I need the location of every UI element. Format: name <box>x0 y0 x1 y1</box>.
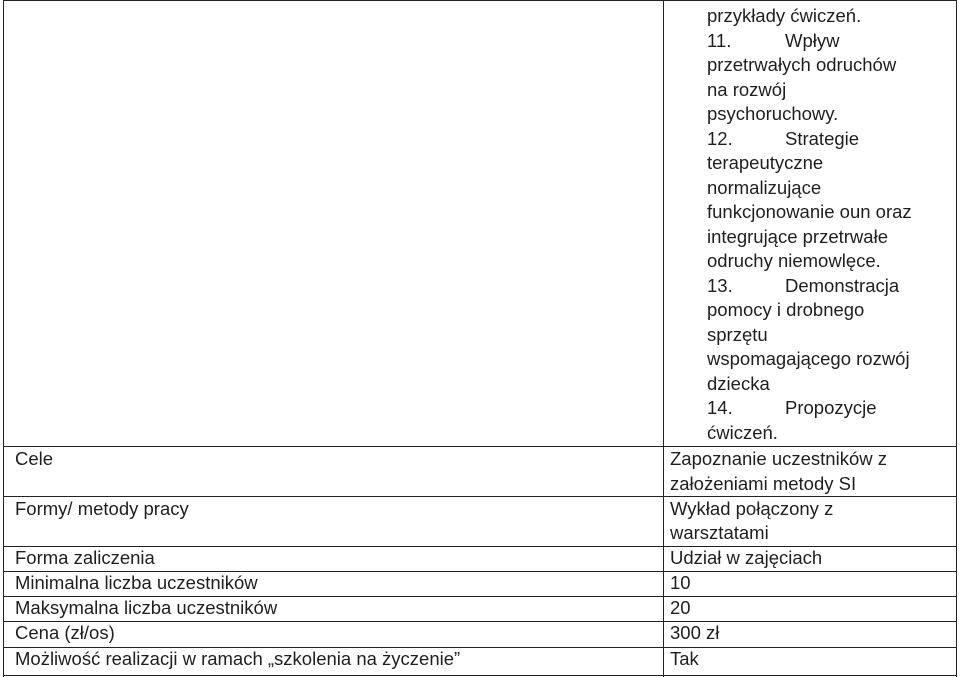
column-divider <box>663 0 664 677</box>
row-value-min-participants: 10 <box>670 572 691 593</box>
program-item-12 <box>707 127 859 152</box>
row-label-on-demand: Możliwość realizacji w ramach „szkolenia na życzenie” <box>15 648 461 669</box>
program-item-text: Propozycje <box>785 397 877 418</box>
program-item-number: 13. <box>707 275 733 296</box>
table-border-bottom <box>3 675 957 676</box>
program-line: dziecka <box>707 373 770 394</box>
program-line: funkcjonowanie oun oraz <box>707 201 912 222</box>
program-line: na rozwój <box>707 79 787 100</box>
row-value-goals-line: założeniami metody SI <box>670 473 857 494</box>
row-value-on-demand: Tak <box>670 648 699 669</box>
row-value-price: 300 zł <box>670 622 720 643</box>
row-value-methods-line: warsztatami <box>670 522 769 543</box>
program-item-text: Wpływ <box>785 30 840 51</box>
program-item-text: Strategie <box>785 128 860 149</box>
program-item-13 <box>707 274 899 299</box>
program-item-14 <box>707 396 877 421</box>
program-line: przykłady ćwiczeń. <box>707 5 862 26</box>
program-line: normalizujące <box>707 177 822 198</box>
row-label-min-participants: Minimalna liczba uczestników <box>15 572 258 593</box>
program-item-number: 14. <box>707 397 733 418</box>
row-label-goals: Cele <box>15 448 54 469</box>
table-border-right <box>956 0 957 677</box>
program-line: terapeutyczne <box>707 152 824 173</box>
program-line: odruchy niemowlęce. <box>707 250 881 271</box>
row-label-max-participants: Maksymalna liczba uczestników <box>15 597 278 618</box>
row-value-goals-line: Zapoznanie uczestników z <box>670 448 887 469</box>
table-border-left <box>3 0 4 677</box>
table-border-top <box>3 0 957 1</box>
row-label-price: Cena (zł/os) <box>15 622 115 643</box>
row-value-methods-line: Wykład połączony z <box>670 498 834 519</box>
program-item-11 <box>707 29 839 54</box>
row-label-methods: Formy/ metody pracy <box>15 498 189 519</box>
row-value-completion: Udział w zajęciach <box>670 547 823 568</box>
program-line: ćwiczeń. <box>707 422 778 443</box>
row-divider <box>3 621 957 622</box>
program-line: integrujące przetrwałe <box>707 226 888 247</box>
program-line: wspomagającego rozwój <box>707 348 910 369</box>
program-item-text: Demonstracja <box>785 275 900 296</box>
program-line: przetrwałych odruchów <box>707 54 897 75</box>
program-item-number: 11. <box>707 30 732 51</box>
row-label-completion: Forma zaliczenia <box>15 547 155 568</box>
program-line: pomocy i drobnego <box>707 299 865 320</box>
program-item-number: 12. <box>707 128 733 149</box>
row-value-max-participants: 20 <box>670 597 691 618</box>
program-line: sprzętu <box>707 324 768 345</box>
program-line: psychoruchowy. <box>707 103 839 124</box>
